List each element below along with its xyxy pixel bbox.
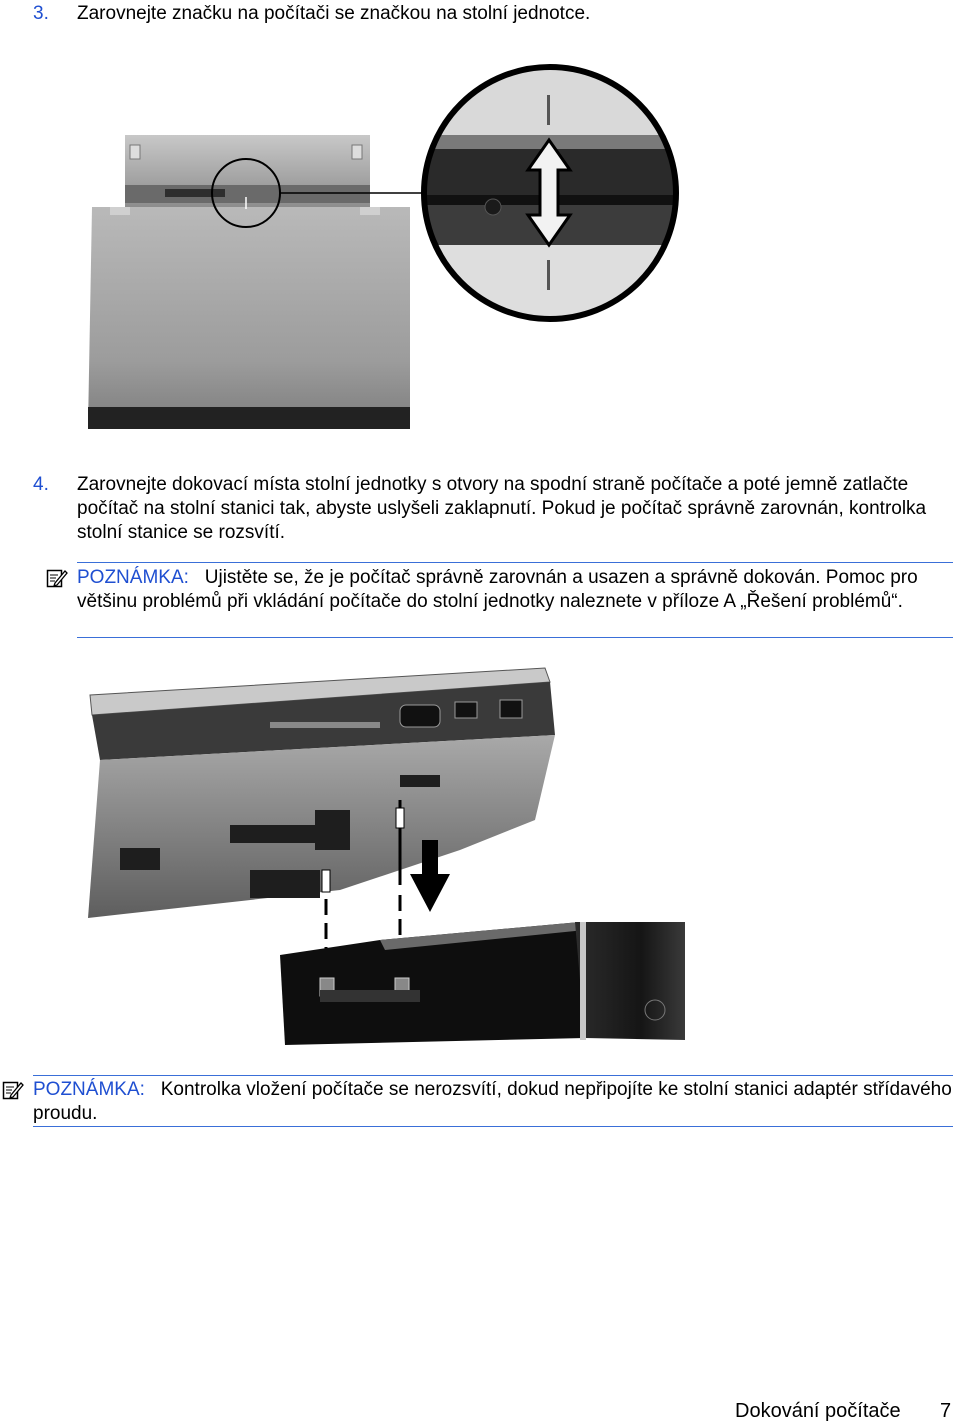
step-4-text: Zarovnejte dokovací místa stolní jednotky s otvory na spodní straně počítače a poté jemně zatlačte počítač na stolní stanici tak, abyste uslyšeli zaklapnutí. Pokud je počítač správně zarovnán, kontrolka stolní stanice se rozsvítí. <box>77 474 927 543</box>
note-pencil-icon <box>2 1079 24 1101</box>
note-1-text: Ujistěte se, že je počítač správně zarovnán a usazen a správně dokován. Pomoc pro většinu problémů při vkládání počítače do stolní jednotky naleznete v příloze A „Řešení problémů“. <box>77 567 918 612</box>
docking-illustration <box>80 660 690 1050</box>
step-3-text: Zarovnejte značku na počítači se značkou na stolní jednotce. <box>77 3 591 24</box>
note-1-label: POZNÁMKA: <box>77 567 189 588</box>
step-4-number: 4. <box>33 474 49 495</box>
note-2-label: POZNÁMKA: <box>33 1079 145 1100</box>
note-1 <box>77 566 957 614</box>
footer-section-title: Dokování počítače <box>735 1400 901 1422</box>
footer-page-number: 7 <box>940 1400 952 1422</box>
step-3-number: 3. <box>33 3 49 24</box>
note-1-top-rule <box>77 562 953 563</box>
alignment-illustration <box>80 55 690 440</box>
note-2-text: Kontrolka vložení počítače se nerozsvítí, dokud nepřipojíte ke stolní stanici adaptér střídavého proudu. <box>33 1079 952 1124</box>
note-1-bottom-rule <box>77 637 953 638</box>
note-2 <box>33 1078 953 1126</box>
note-2-bottom-rule <box>33 1126 953 1127</box>
note-2-top-rule <box>33 1075 953 1076</box>
note-pencil-icon <box>46 567 68 589</box>
